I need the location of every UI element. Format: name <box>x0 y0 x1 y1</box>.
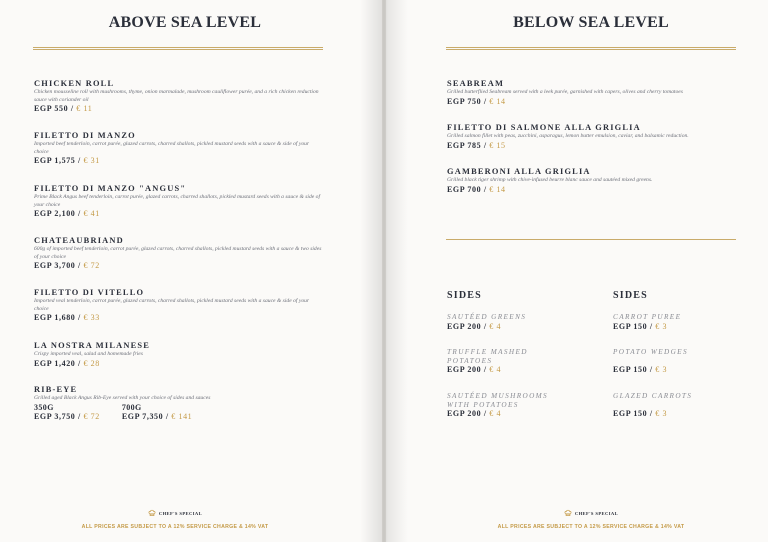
item-description: 600g of imported beef tenderloin, carrot purée, glazed carrots, charred shallots, pickled mustard seeds with a sauce & two sides of your choice <box>34 246 322 260</box>
menu-item <box>34 184 324 219</box>
item-description: Grilled salmon fillet with peas, zucchini, asparagus, lemon butter emulsion, caviar, and balsamic reduction. <box>447 133 689 139</box>
item-price: EGP 200 / € 4 <box>447 321 502 331</box>
menu-item-ribeye <box>34 385 324 422</box>
side-item <box>447 348 557 375</box>
item-price: EGP 150 / € 3 <box>613 409 668 419</box>
item-description: Chicken mousseline roll with mushrooms, thyme, onion marmalade, mushroom cauliflower purée, and a rich chicken reduction sauce with coriander oil <box>34 89 319 103</box>
item-price: EGP 550 / € 11 <box>34 104 93 114</box>
chef-hat-icon <box>564 509 572 517</box>
item-name: FILETTO DI SALMONE ALLA GRIGLIA <box>447 123 641 132</box>
section-divider <box>446 239 736 240</box>
item-price: EGP 150 / € 3 <box>613 365 668 375</box>
item-name: FILETTO DI MANZO "ANGUS" <box>34 184 187 193</box>
item-description: Grilled butterflied Seabream served with a leek purée, garnished with capers, olives and cherry tomatoes <box>447 89 683 95</box>
chef-special-label: CHEF'S SPECIAL <box>574 510 619 516</box>
sides-heading: SIDES <box>613 290 648 301</box>
item-price: EGP 1,575 / € 31 <box>34 156 100 166</box>
item-price: EGP 750 / € 14 <box>447 96 506 106</box>
item-price: EGP 2,100 / € 41 <box>34 209 100 219</box>
menu-item <box>447 123 737 151</box>
ribeye-option <box>122 403 192 422</box>
ribeye-option <box>34 403 100 422</box>
item-description: Crispy imported veal, salad and homemade fries <box>34 351 143 357</box>
service-charge-notice: ALL PRICES ARE SUBJECT TO A 12% SERVICE CHARGE & 14% VAT <box>81 524 269 530</box>
right-menu-page <box>386 0 768 542</box>
page-footer <box>446 509 736 530</box>
menu-item <box>34 131 324 166</box>
item-price: EGP 7,350 / € 141 <box>121 411 193 421</box>
option-weight: 700G <box>121 402 142 412</box>
item-name: LA NOSTRA MILANESE <box>34 341 151 350</box>
menu-item <box>447 79 737 107</box>
item-name: CHICKEN ROLL <box>34 79 115 88</box>
sides-heading: SIDES <box>447 290 482 301</box>
item-price: EGP 3,700 / € 72 <box>34 261 100 271</box>
menu-item <box>447 167 737 195</box>
item-price: EGP 1,420 / € 28 <box>34 358 100 368</box>
item-name: CHATEAUBRIAND <box>34 236 124 245</box>
side-name: TRUFFLE MASHED POTATOES <box>447 348 528 365</box>
page-footer <box>30 509 320 530</box>
item-name: RIB-EYE <box>34 385 78 394</box>
item-name: SEABREAM <box>447 79 505 88</box>
side-item <box>613 392 723 419</box>
chef-special-legend <box>30 509 320 517</box>
item-description: Grilled aged Black Angus Rib-Eye served with your choice of sides and sauces <box>34 395 211 401</box>
chef-hat-icon <box>148 509 156 517</box>
item-price: EGP 3,750 / € 72 <box>34 411 100 421</box>
item-price: EGP 1,680 / € 33 <box>34 313 100 323</box>
side-name: SAUTÉED GREENS <box>447 313 527 321</box>
chef-special-label: CHEF'S SPECIAL <box>158 510 203 516</box>
page-title: ABOVE SEA LEVEL <box>108 14 262 31</box>
service-charge-notice: ALL PRICES ARE SUBJECT TO A 12% SERVICE CHARGE & 14% VAT <box>497 524 685 530</box>
side-item <box>613 313 723 332</box>
item-description: Grilled black tiger shrimp with chive-infused beurre blanc sauce and sautéed mixed greens. <box>447 177 653 183</box>
menu-item <box>34 79 324 114</box>
side-item <box>447 313 557 332</box>
item-name: FILETTO DI VITELLO <box>34 288 145 297</box>
side-name: SAUTÉED MUSHROOMS WITH POTATOES <box>447 392 549 409</box>
item-name: GAMBERONI ALLA GRIGLIA <box>447 167 591 176</box>
title-divider <box>446 47 736 50</box>
side-name: CARROT PUREE <box>613 313 682 321</box>
item-price: EGP 200 / € 4 <box>447 409 502 419</box>
chef-special-legend <box>446 509 736 517</box>
side-name: GLAZED CARROTS <box>613 392 693 400</box>
option-weight: 350G <box>34 402 54 412</box>
side-name: POTATO WEDGES <box>613 348 688 356</box>
title-divider <box>33 47 323 50</box>
side-item <box>613 348 723 375</box>
page-title: BELOW SEA LEVEL <box>513 14 669 31</box>
item-name: FILETTO DI MANZO <box>34 131 136 140</box>
ribeye-options <box>34 403 324 422</box>
item-price: EGP 700 / € 14 <box>447 184 506 194</box>
menu-item <box>34 341 324 369</box>
left-menu-page <box>0 0 382 542</box>
item-price: EGP 200 / € 4 <box>447 365 502 375</box>
item-description: Imported beef tenderloin, carrot purée, glazed carrots, charred shallots, pickled mustard seeds with a sauce & side of your choice <box>34 141 310 155</box>
menu-item <box>34 236 324 271</box>
item-price: EGP 150 / € 3 <box>613 321 668 331</box>
item-description: Prime Black Angus beef tenderloin, carrot purée, glazed carrots, charred shallots, pickled mustard seeds with a sauce & side of your choice <box>34 194 321 208</box>
menu-item <box>34 288 324 323</box>
item-price: EGP 785 / € 15 <box>447 140 506 150</box>
item-description: Imported veal tenderloin, carrot purée, glazed carrots, charred shallots, pickled mustard seeds with a sauce & side of your choice <box>34 298 310 312</box>
side-item <box>447 392 557 419</box>
